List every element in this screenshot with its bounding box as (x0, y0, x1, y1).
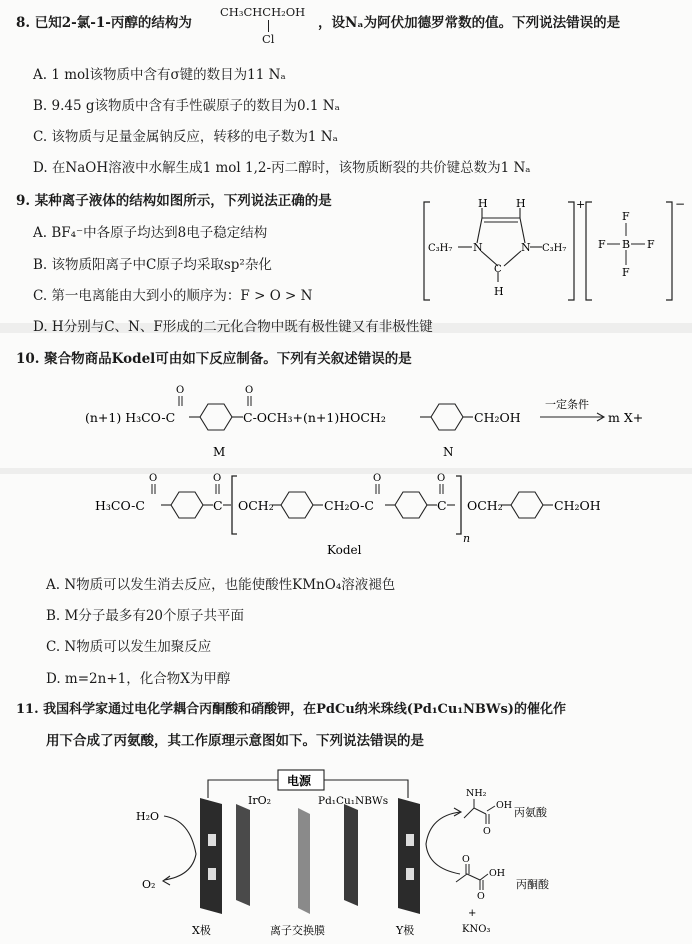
kodel-structure (95, 468, 685, 558)
o-left: O (176, 385, 185, 396)
h-top-right: H (516, 197, 526, 210)
x-electrode (200, 798, 222, 914)
q8-stem-suffix: ，设Nₐ为阿伏加德罗常数的值。下列说法错误的是 (318, 15, 621, 31)
oh-label-2: OH (489, 868, 506, 879)
electrolysis-diagram (130, 764, 570, 940)
q10-option-b: B. M分子最多有20个原子共平面 (46, 608, 245, 624)
catalyst-label: Pd₁Cu₁NBWs (318, 795, 389, 807)
c-bottom: C (494, 264, 502, 275)
label-n: N (443, 445, 454, 459)
kno3-label: KNO₃ (462, 924, 491, 935)
h2o-label: H₂O (136, 810, 160, 823)
f-bottom: F (622, 266, 630, 279)
b-center: B (622, 238, 631, 251)
q9-option-a: A. BF₄⁻中各原子均达到8电子稳定结构 (33, 225, 268, 241)
h-bottom: H (494, 285, 504, 298)
catalyst-plate (344, 804, 358, 906)
nh2-label: NH₂ (466, 788, 487, 799)
arrow-condition: 一定条件 (545, 398, 589, 411)
kodel-och2: OCH₂ (238, 498, 274, 513)
ionic-liquid-structure (420, 196, 686, 308)
q11-stem-line2: 用下合成了丙氨酸，其工作原理示意图如下。下列说法错误的是 (46, 733, 424, 749)
ion-exchange-membrane (298, 808, 310, 914)
o-right: O (245, 385, 254, 396)
q9-stem: 9. 某种离子液体的结构如图所示，下列说法正确的是 (16, 193, 332, 209)
alanine-label: 丙氨酸 (514, 806, 547, 819)
q10-stem: 10. 聚合物商品Kodel可由如下反应制备。下列有关叙述错误的是 (16, 351, 412, 367)
product-x: m X+ (608, 410, 644, 425)
kodel-end: CH₂OH (554, 498, 601, 513)
svg-text:O: O (483, 826, 491, 837)
svg-text:O: O (462, 854, 470, 865)
q8-option-a: A. 1 mol该物质中含有σ键的数目为11 Nₐ (33, 67, 286, 83)
q9-option-d: D. H分别与C、N、F形成的二元化合物中既有极性键又有非极性键 (33, 319, 433, 335)
q8-struct-bottom: Cl (262, 32, 275, 46)
label-m: M (213, 445, 226, 459)
q9-option-b: B. 该物质阳离子中C原子均采取sp²杂化 (33, 257, 272, 273)
y-electrode (398, 798, 420, 914)
q8-option-d: D. 在NaOH溶液中水解生成1 mol 1,2-丙二醇时，该物质断裂的共价键总数为1 Nₐ (33, 160, 531, 176)
svg-text:C: C (213, 498, 223, 513)
q8-option-b: B. 9.45 g该物质中含有手性碳原子的数目为0.1 Nₐ (33, 98, 340, 114)
svg-text:O: O (373, 473, 382, 484)
q10-option-d: D. m=2n+1，化合物X为甲醇 (46, 671, 231, 687)
kodel-start: H₃CO-C (95, 498, 145, 513)
svg-text:O: O (437, 473, 446, 484)
eq-right: CH₂OH (474, 410, 521, 425)
propyl-left: C₃H₇ (428, 243, 453, 254)
n-left: N (473, 241, 483, 254)
kodel-n: n (463, 532, 471, 545)
eq-mid: C-OCH₃+(n+1)HOCH₂ (243, 410, 386, 425)
anion-charge: − (675, 197, 686, 211)
h-top-left: H (478, 197, 488, 210)
n-right: N (521, 241, 531, 254)
iro2-label: IrO₂ (248, 794, 272, 807)
q10-option-a: A. N物质可以发生消去反应，也能使酸性KMnO₄溶液褪色 (46, 577, 396, 593)
kodel-label: Kodel (327, 543, 362, 557)
svg-text:O: O (149, 473, 158, 484)
q9-option-c: C. 第一电离能由大到小的顺序为：F > O > N (33, 288, 313, 304)
f-right: F (647, 238, 655, 251)
q10-option-c: C. N物质可以发生加聚反应 (46, 639, 212, 655)
f-left: F (598, 238, 606, 251)
plus-sign: + (468, 908, 477, 919)
q11-stem-line1: 11. 我国科学家通过电化学耦合丙酮酸和硝酸钾，在PdCu纳米珠线(Pd₁Cu₁NBWs)的催化作 (16, 702, 566, 717)
svg-text:O: O (477, 891, 485, 902)
eq-left: (n+1) H₃CO-C (85, 410, 176, 425)
kodel-och2b: OCH₂ (467, 498, 503, 513)
f-top: F (622, 210, 630, 223)
q8-struct-top: CH₃CHCH₂OH (220, 5, 306, 19)
o2-label: O₂ (142, 878, 156, 891)
cation-charge: + (576, 198, 586, 211)
iro2-plate (236, 804, 250, 906)
svg-text:C: C (437, 498, 447, 513)
power-label: 电源 (287, 774, 312, 788)
q8-option-c: C. 该物质与足量金属钠反应，转移的电子数为1 Nₐ (33, 129, 338, 145)
kodel-ch2o: CH₂O-C (324, 498, 374, 513)
oh-label-1: OH (496, 800, 513, 811)
q8-stem-prefix: 8. 已知2-氯-1-丙醇的结构为 (16, 15, 192, 31)
pyruvic-label: 丙酮酸 (516, 878, 549, 891)
svg-text:O: O (213, 473, 222, 484)
propyl-right: C₃H₇ (542, 243, 567, 254)
membrane-label: 离子交换膜 (270, 924, 325, 937)
q10-reaction-equation (85, 380, 685, 460)
y-pole-label: Y极 (396, 924, 415, 937)
x-pole-label: X极 (192, 924, 211, 937)
